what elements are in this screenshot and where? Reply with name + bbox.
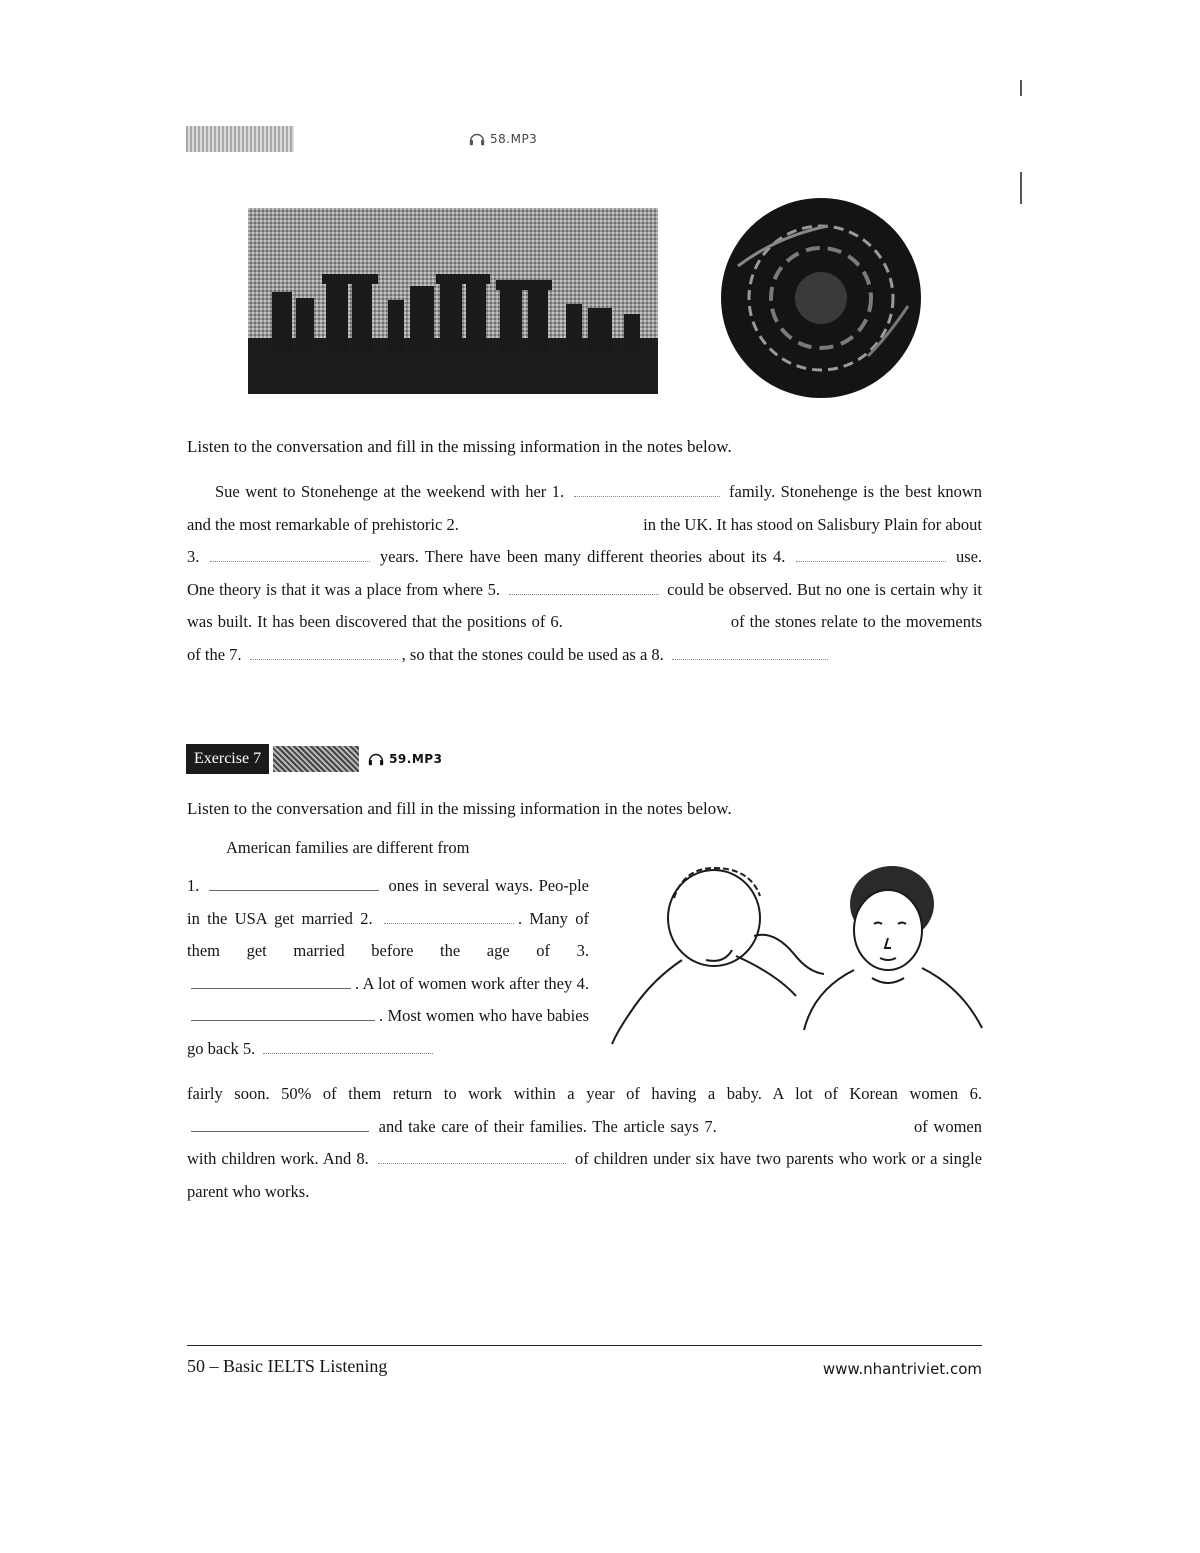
stonehenge-photo <box>248 208 658 394</box>
scan-mark <box>1020 172 1022 204</box>
answer-blank-5[interactable] <box>509 580 659 595</box>
text-segment: . A lot of women work after they 4. <box>355 973 589 993</box>
answer-blank-1[interactable] <box>574 482 720 497</box>
answer-blank-3[interactable] <box>210 547 370 562</box>
answer-blank-4[interactable] <box>796 547 946 562</box>
exercise7-header <box>186 744 442 774</box>
answer-blank-2[interactable] <box>384 909 514 924</box>
page-footer-title: 50 – Basic IELTS Listening <box>187 1356 388 1376</box>
answer-blank-6[interactable] <box>191 1117 369 1132</box>
exercise6-instruction: Listen to the conversation and fill in the missing information in the notes below. <box>187 437 732 456</box>
exercise7-label: Exercise 7 <box>186 744 269 774</box>
answer-blank-6[interactable] <box>572 612 722 627</box>
exercise6-audio[interactable] <box>468 130 537 148</box>
text-segment: use. One theory is that it was a place from where 5. <box>187 547 983 599</box>
text-segment: of women with children work. And 8. <box>187 1116 983 1168</box>
footer-divider <box>187 1345 982 1346</box>
stonehenge-aerial-photo <box>718 196 924 400</box>
text-segment: . Many of them get married before the age of 3. <box>187 908 589 960</box>
exercise6-tag <box>186 126 294 152</box>
text-segment: years. There have been many different theories about its 4. <box>379 547 786 566</box>
text-segment: ones in several ways. Peo-ple in the USA get married 2. <box>187 876 589 928</box>
answer-blank-3[interactable] <box>191 974 351 989</box>
text-segment: family. Stonehenge is the best known and the most remarkable of prehistoric 2. <box>187 482 983 534</box>
text-segment: and take care of their families. The article says 7. <box>378 1116 717 1136</box>
footer-website: www.nhantriviet.com <box>822 1360 982 1378</box>
scan-mark <box>1020 80 1022 96</box>
exercise7-paragraph <box>187 1078 982 1208</box>
text-segment: , so that the stones could be used as a 8. <box>401 644 664 664</box>
text-segment: of children under six have two parents who work or a single parent who works. <box>187 1149 983 1201</box>
answer-blank-7[interactable] <box>250 645 398 660</box>
exercise7-left-column <box>187 870 589 1065</box>
answer-blank-8[interactable] <box>672 645 828 660</box>
headphones-icon <box>468 130 486 148</box>
two-women-illustration <box>604 858 986 1046</box>
exercise6-audio-label: 58.MP3 <box>490 132 538 146</box>
text-segment: Sue went to Stonehenge at the weekend with her 1. <box>215 482 565 501</box>
answer-blank-5[interactable] <box>263 1039 433 1054</box>
headphones-icon <box>367 750 385 768</box>
text-segment: 1. <box>187 876 200 895</box>
text-segment: of the stones relate to the movements of the 7. <box>187 612 983 664</box>
answer-blank-8[interactable] <box>378 1149 566 1164</box>
answer-blank-7[interactable] <box>726 1117 904 1132</box>
exercise6-paragraph <box>187 476 982 671</box>
exercise7-audio[interactable] <box>367 750 442 768</box>
answer-blank-1[interactable] <box>209 876 379 891</box>
answer-blank-2[interactable] <box>467 515 635 530</box>
exercise6-header <box>186 124 537 154</box>
exercise7-intro: American families are different from <box>226 838 470 857</box>
text-segment: could be observed. But no one is certain why it was built. It has been discovered that the positions of 6. <box>187 579 983 631</box>
exercise7-instruction: Listen to the conversation and fill in the missing information in the notes below. <box>187 799 732 818</box>
exercise7-badge <box>273 746 359 772</box>
text-segment: . Most women who have babies go back 5. <box>187 1006 589 1058</box>
answer-blank-4[interactable] <box>191 1006 375 1021</box>
text-segment: in the UK. It has stood on Salisbury Plain for about 3. <box>187 514 983 566</box>
exercise7-audio-label: 59.MP3 <box>389 752 443 766</box>
text-segment: fairly soon. 50% of them return to work within a year of having a baby. A lot of Korean women 6. <box>187 1084 982 1103</box>
